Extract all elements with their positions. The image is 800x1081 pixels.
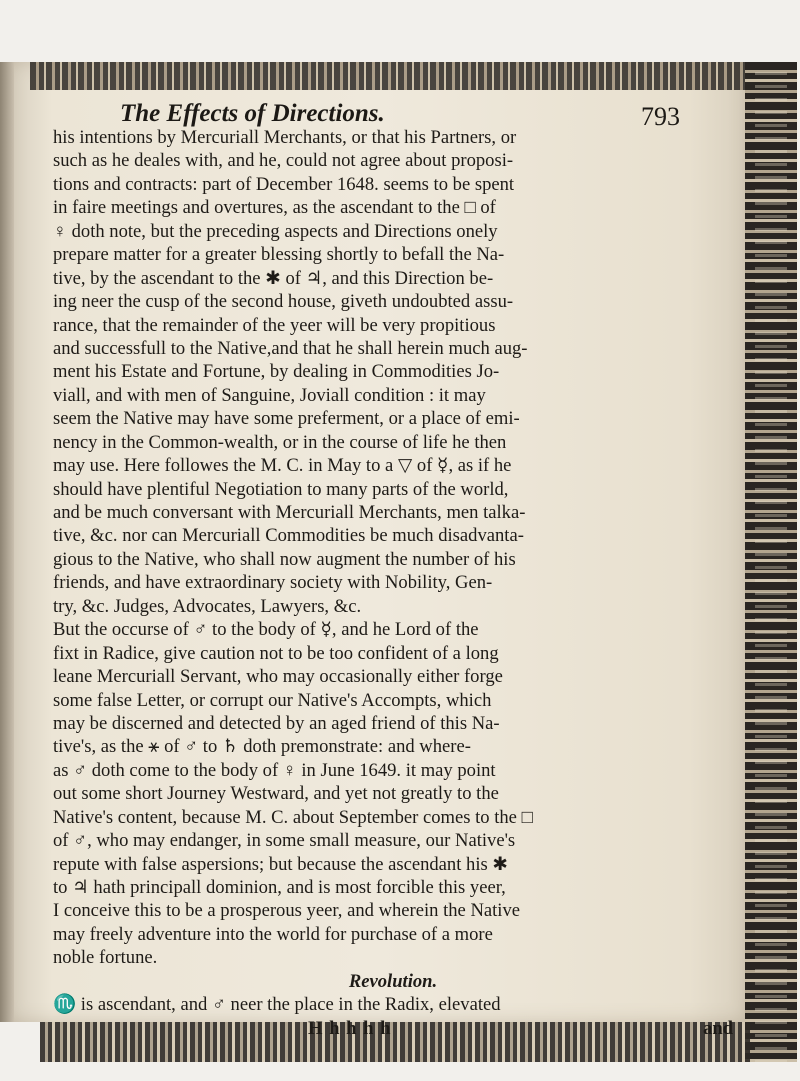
text-line: friends, and have extraordinary society with Nobility, Gen- bbox=[53, 572, 493, 594]
text-line: such as he deales with, and he, could not agree about proposi- bbox=[53, 150, 514, 172]
text-line: out some short Journey Westward, and yet not greatly to the bbox=[53, 783, 499, 805]
text-line: try, &c. Judges, Advocates, Lawyers, &c. bbox=[53, 595, 362, 617]
text-line: to ♃ hath principall dominion, and is most forcible this yeer, bbox=[53, 877, 506, 898]
text-line: tive, by the ascendant to the ✱ of ♃, and this Direction be- bbox=[53, 267, 494, 289]
text-line: ♏ is ascendant, and ♂ neer the place in the Radix, elevated bbox=[53, 994, 501, 1016]
text-line: ing neer the cusp of the second house, giveth undoubted assu- bbox=[53, 291, 514, 313]
text-line: But the occurse of ♂ to the body of ☿, and he Lord of the bbox=[53, 619, 479, 641]
text-line: nency in the Common-wealth, or in the course of life he then bbox=[53, 431, 507, 453]
text-line: tive, &c. nor can Mercuriall Commodities be much disadvanta- bbox=[53, 525, 524, 547]
catchline bbox=[53, 1017, 733, 1040]
text-line: in faire meetings and overtures, as the ascendant to the □ of bbox=[53, 197, 496, 219]
text-line: his intentions by Mercuriall Merchants, or that his Partners, or bbox=[53, 127, 517, 148]
text-line: may freely adventure into the world for purchase of a more bbox=[53, 923, 493, 945]
text-line: should have plentiful Negotiation to many parts of the world, bbox=[53, 478, 509, 500]
text-line: I conceive this to be a prosperous yeer, and wherein the Native bbox=[53, 900, 521, 922]
text-line: noble fortune. bbox=[53, 947, 158, 969]
body-text bbox=[53, 126, 733, 1040]
text-line: and be much conversant with Mercuriall Merchants, men talka- bbox=[53, 502, 526, 523]
text-line: as ♂ doth come to the body of ♀ in June 1649. it may point bbox=[53, 759, 496, 781]
text-line: rance, that the remainder of the yeer will be very propitious bbox=[53, 314, 496, 336]
catchword: and bbox=[703, 1017, 733, 1039]
text-line: gious to the Native, who shall now augment the number of his bbox=[53, 548, 516, 570]
text-line: tions and contracts: part of December 1648. seems to be spent bbox=[53, 173, 515, 195]
decorative-border-top bbox=[30, 62, 750, 90]
text-line: prepare matter for a greater blessing shortly to befall the Na- bbox=[53, 244, 505, 266]
text-line: Native's content, because M. C. about September comes to the □ bbox=[53, 806, 533, 828]
text-line: tive's, as the ⚹ of ♂ to ♄ doth premonstrate: and where- bbox=[53, 736, 471, 758]
text-line: some false Letter, or corrupt our Native's Accompts, which bbox=[53, 689, 492, 711]
text-line: and successfull to the Native,and that he shall herein much aug- bbox=[53, 337, 528, 359]
text-line: viall, and with men of Sanguine, Joviall condition : it may bbox=[53, 384, 486, 406]
text-line: may be discerned and detected by an aged friend of this Na- bbox=[53, 712, 500, 734]
text-line: may use. Here followes the M. C. in May to a ▽ of ☿, as if he bbox=[53, 455, 512, 477]
text-line: leane Mercuriall Servant, who may occasionally either forge bbox=[53, 666, 503, 688]
text-line: of ♂, who may endanger, in some small measure, our Native's bbox=[53, 830, 516, 852]
text-line: ♀ doth note, but the preceding aspects and Directions onely bbox=[53, 220, 498, 242]
page-number: 793 bbox=[641, 102, 680, 131]
text-line: fixt in Radice, give caution not to be too confident of a long bbox=[53, 642, 499, 664]
text-line: repute with false aspersions; but because the ascendant his ✱ bbox=[53, 853, 508, 875]
page-left-edge bbox=[0, 62, 14, 1022]
section-heading: Revolution. bbox=[348, 970, 438, 992]
text-line: ment his Estate and Fortune, by dealing in Commodities Jo- bbox=[53, 361, 500, 383]
decorative-border-right bbox=[745, 62, 797, 1062]
running-title: The Effects of Directions. bbox=[120, 100, 385, 127]
text-line: seem the Native may have some preferment, or a place of emi- bbox=[53, 408, 520, 430]
signature-mark: H h h h h bbox=[308, 1017, 392, 1039]
